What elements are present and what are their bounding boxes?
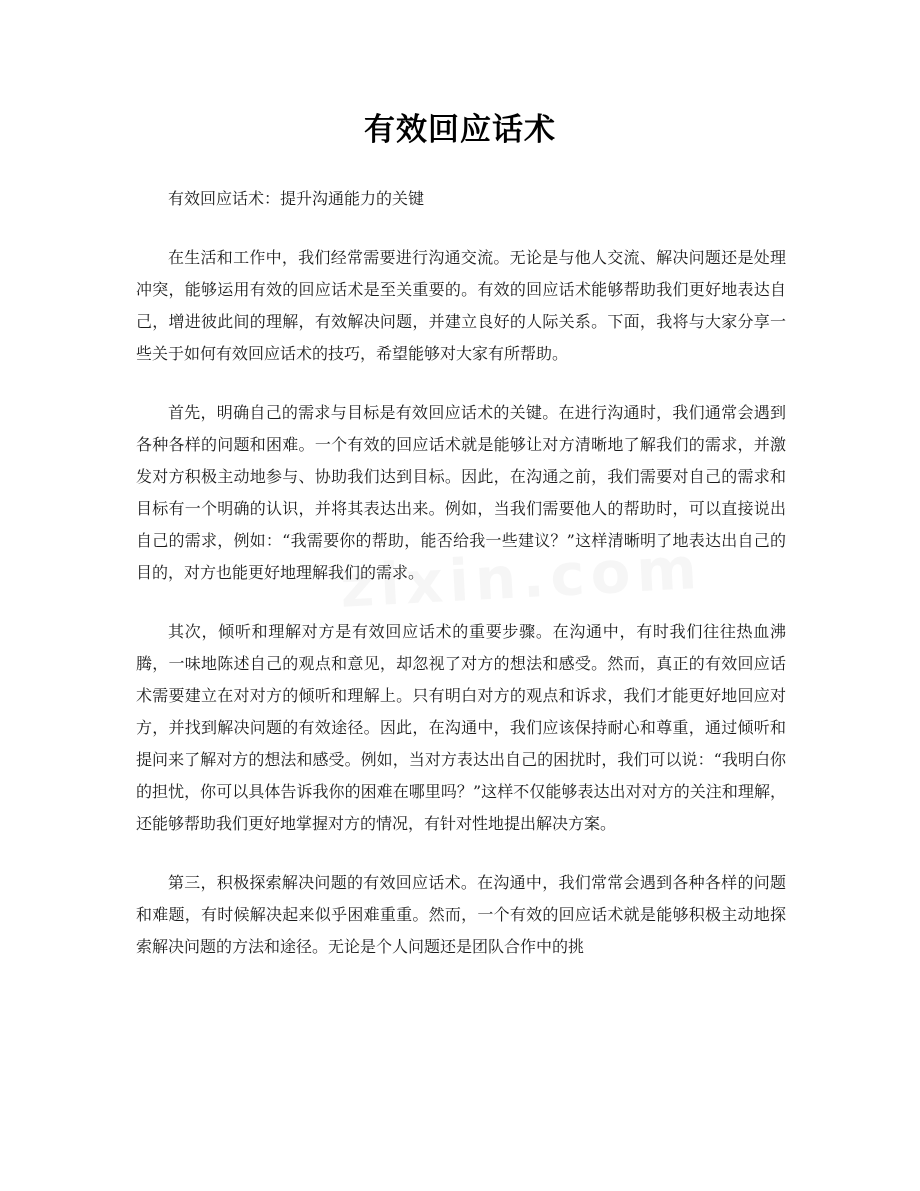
- document-title: 有效回应话术: [364, 112, 556, 148]
- document-body: [136, 183, 786, 990]
- paragraph-subtitle: 有效回应话术：提升沟通能力的关键: [168, 189, 425, 208]
- paragraph-intro: 在生活和工作中，我们经常需要进行沟通交流。无论是与他人交流、解决问题还是处理冲突，能够运用有效的回应话术是至关重要的。有效的回应话术能够帮助我们更好地表达自己，增进彼此间的理解，有效解决问题，并建立良好的人际关系。下面，我将与大家分享一些关于如何有效回应话术的技巧，希望能够对大家有所帮助。: [136, 248, 786, 363]
- paragraph-first-point: 首先，明确自己的需求与目标是有效回应话术的关键。在进行沟通时，我们通常会遇到各种各样的问题和困难。一个有效的回应话术就是能够让对方清晰地了解我们的需求，并激发对方积极主动地参与、协助我们达到目标。因此，在沟通之前，我们需要对自己的需求和目标有一个明确的认识，并将其表达出来。例如，当我们需要他人的帮助时，可以直接说出自己的需求，例如：“我需要你的帮助，能否给我一些建议？”这样清晰明了地表达出自己的目的，对方也能更好地理解我们的需求。: [136, 403, 786, 582]
- paragraph-third-point: 第三，积极探索解决问题的有效回应话术。在沟通中，我们常常会遇到各种各样的问题和难题，有时候解决起来似乎困难重重。然而，一个有效的回应话术就是能够积极主动地探索解决问题的方法和途径。无论是个人问题还是团队合作中的挑: [136, 873, 786, 956]
- paragraph-second-point: 其次，倾听和理解对方是有效回应话术的重要步骤。在沟通中，有时我们往往热血沸腾，一味地陈述自己的观点和意见，却忽视了对方的想法和感受。然而，真正的有效回应话术需要建立在对对方的倾听和理解上。只有明白对方的观点和诉求，我们才能更好地回应对方，并找到解决问题的有效途径。因此，在沟通中，我们应该保持耐心和尊重，通过倾听和提问来了解对方的想法和感受。例如，当对方表达出自己的困扰时，我们可以说：“我明白你的担忧，你可以具体告诉我你的困难在哪里吗？”这样不仅能够表达出对对方的关注和理解，还能够帮助我们更好地掌握对方的情况，有针对性地提出解决方案。: [136, 622, 786, 833]
